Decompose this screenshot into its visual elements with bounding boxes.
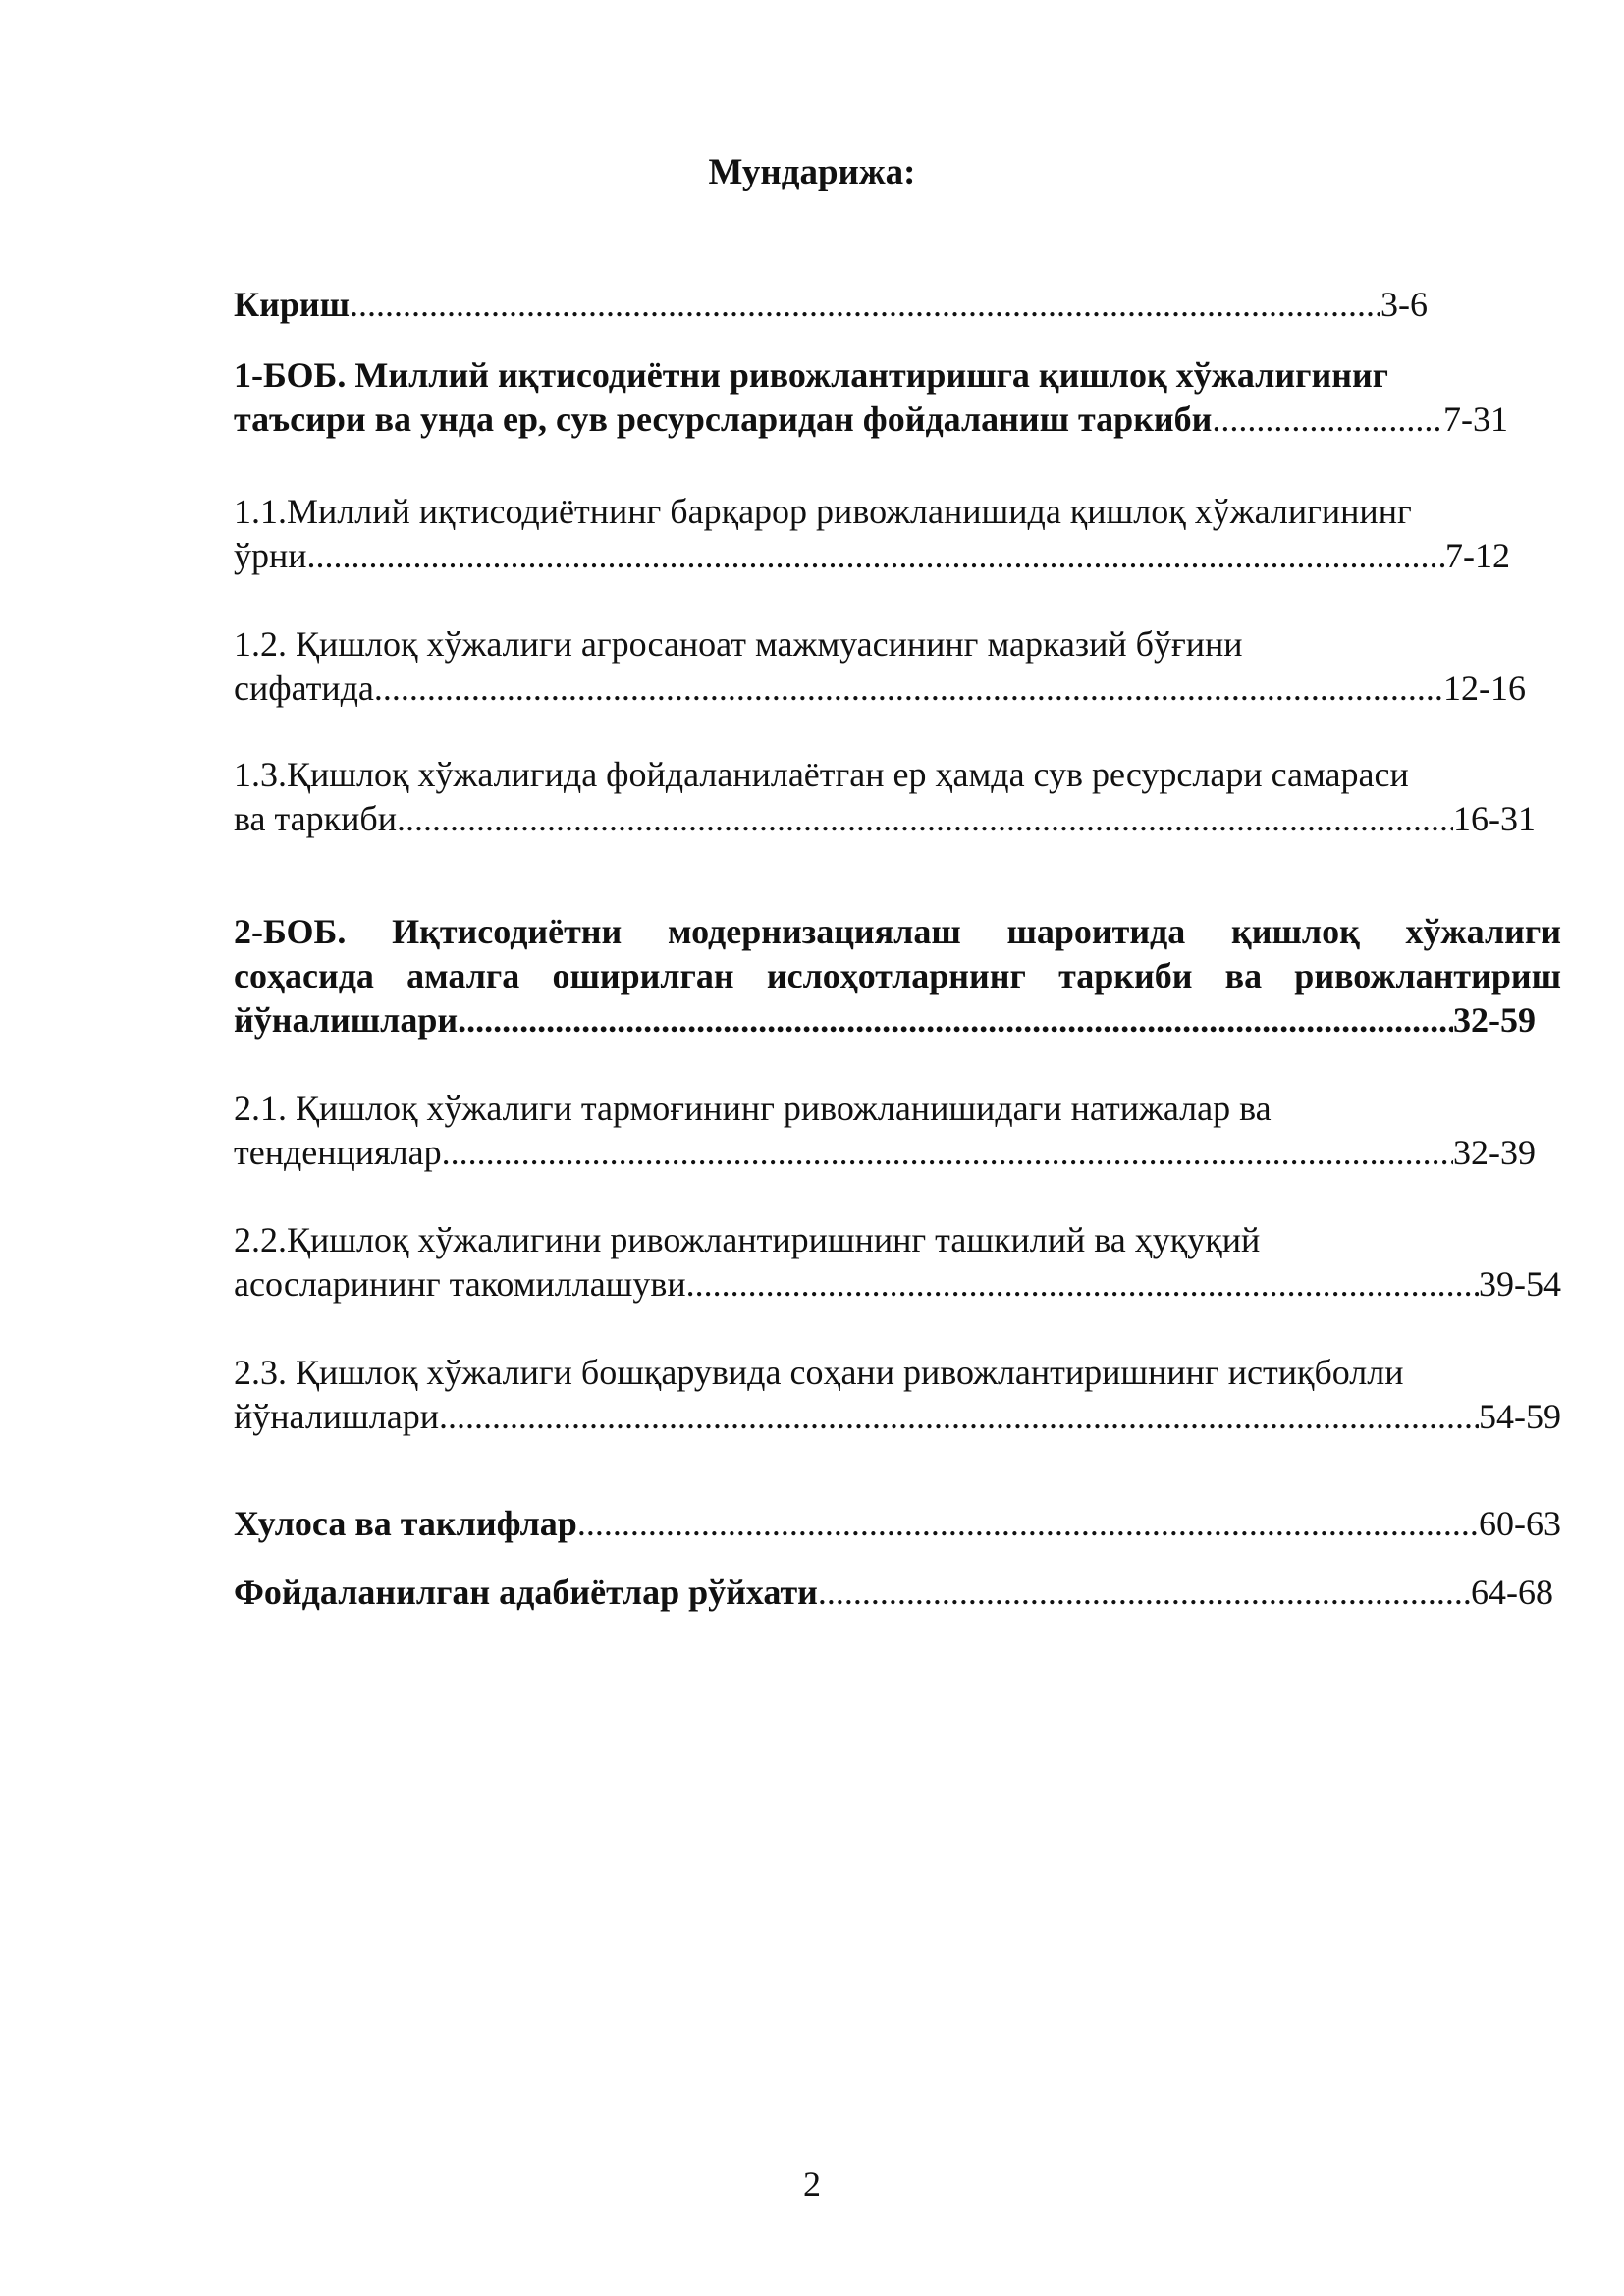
toc-line	[234, 1502, 1561, 1546]
dot-leader	[458, 998, 1453, 1042]
toc-line	[234, 1351, 1569, 1395]
dot-leader	[350, 283, 1380, 327]
toc-entry-label: Фойдаланилган адабиётлар рўйхати	[234, 1573, 818, 1612]
toc-entry-section-1-2	[234, 622, 1530, 711]
toc-entry-chapter-1	[234, 353, 1510, 442]
toc-line	[234, 398, 1508, 442]
toc-line	[234, 1262, 1561, 1307]
toc-entry-title-line: йўналишлари	[234, 1397, 439, 1436]
dot-leader	[577, 1502, 1479, 1546]
toc-entry-title-line: сифатида	[234, 668, 374, 708]
toc-line	[234, 1087, 1540, 1131]
toc-line	[234, 490, 1530, 534]
toc-page-number: 7-31	[1443, 400, 1508, 439]
toc-entry-section-2-1	[234, 1087, 1540, 1175]
toc-page-number: 54-59	[1479, 1397, 1561, 1436]
toc-entry-title-line: асосларининг такомиллашуви	[234, 1264, 686, 1304]
toc-page-number: 32-59	[1453, 1000, 1536, 1040]
toc-page-number: 7-12	[1445, 536, 1510, 575]
toc-page-number: 3-6	[1380, 285, 1428, 324]
toc-entry-title-line: соҳасида амалга оширилган ислоҳотларнинг таркиби ва ривожлантириш	[234, 956, 1561, 995]
toc-entry-title-line: 1.2. Қишлоқ хўжалиги агросаноат мажмуасининг марказий бўғини	[234, 624, 1243, 664]
dot-leader	[397, 797, 1453, 841]
toc-entry-title-line: 1.3.Қишлоқ хўжалигида фойдаланилаётган ер ҳамда сув ресурслари самараси	[234, 755, 1409, 794]
toc-line	[234, 1571, 1553, 1615]
toc-entry-intro	[234, 283, 1428, 327]
toc-entry-conclusion	[234, 1502, 1561, 1546]
toc-line	[234, 998, 1536, 1042]
toc-page-number: 12-16	[1443, 668, 1526, 708]
toc-entry-title-line: 2-БОБ. Иқтисодиётни модернизациялаш шароитида қишлоқ хўжалиги	[234, 912, 1561, 951]
dot-leader	[307, 534, 1445, 578]
toc-entry-section-2-3	[234, 1351, 1569, 1439]
toc-entry-section-2-2	[234, 1218, 1569, 1307]
toc-entry-title-line: 2.1. Қишлоқ хўжалиги тармоғининг ривожланишидаги натижалар ва	[234, 1089, 1272, 1128]
toc-entry-title-line: йўналишлари	[234, 1000, 459, 1040]
dot-leader	[442, 1131, 1453, 1175]
dot-leader	[1212, 398, 1443, 442]
toc-page-number: 64-68	[1471, 1573, 1553, 1612]
toc-line	[234, 283, 1428, 327]
page-title: Мундарижа:	[708, 152, 916, 192]
toc-page-number: 39-54	[1479, 1264, 1561, 1304]
dot-leader	[818, 1571, 1471, 1615]
toc-entry-title-line: 2.3. Қишлоқ хўжалиги бошқарувида соҳани ривожлантиришнинг истиқболли	[234, 1353, 1404, 1392]
dot-leader	[686, 1262, 1479, 1307]
toc-entry-title-line: 1.1.Миллий иқтисодиётнинг барқарор ривожланишида қишлоқ хўжалигининг	[234, 492, 1412, 531]
toc-entry-label: Кириш	[234, 285, 351, 324]
toc-page-number: 60-63	[1479, 1504, 1561, 1543]
toc-line	[234, 667, 1526, 711]
toc-entry-title-line: таъсири ва унда ер, сув ресурсларидан фойдаланиш таркиби	[234, 400, 1213, 439]
toc-line	[234, 1395, 1561, 1439]
toc-line	[234, 1218, 1569, 1262]
toc-line	[234, 534, 1510, 578]
toc-entry-title-line: 2.2.Қишлоқ хўжалигини ривожлантиришнинг ташкилий ва ҳуқуқий	[234, 1220, 1261, 1259]
toc-page-number: 32-39	[1453, 1133, 1536, 1172]
toc-entry-title-line: ва таркиби	[234, 799, 397, 838]
page-number: 2	[803, 2164, 821, 2204]
toc-entry-references	[234, 1571, 1553, 1615]
toc-entry-title-line: ўрни	[234, 536, 307, 575]
dot-leader	[374, 667, 1443, 711]
toc-line	[234, 797, 1536, 841]
toc-line	[234, 353, 1510, 398]
toc-entry-section-1-3	[234, 753, 1549, 841]
toc-entry-label: Хулоса ва таклифлар	[234, 1504, 577, 1543]
toc-page-number: 16-31	[1453, 799, 1536, 838]
toc-entry-section-1-1	[234, 490, 1530, 578]
toc-line	[234, 622, 1530, 667]
toc-line	[234, 1131, 1536, 1175]
toc-entry-title-line: тенденциялар	[234, 1133, 442, 1172]
toc-line	[234, 753, 1549, 797]
toc-entry-title-line: 1-БОБ. Миллий иқтисодиётни ривожлантиришга қишлоқ хўжалигиниг	[234, 355, 1389, 395]
toc-entry-chapter-2	[234, 910, 1561, 1042]
dot-leader	[439, 1395, 1479, 1439]
